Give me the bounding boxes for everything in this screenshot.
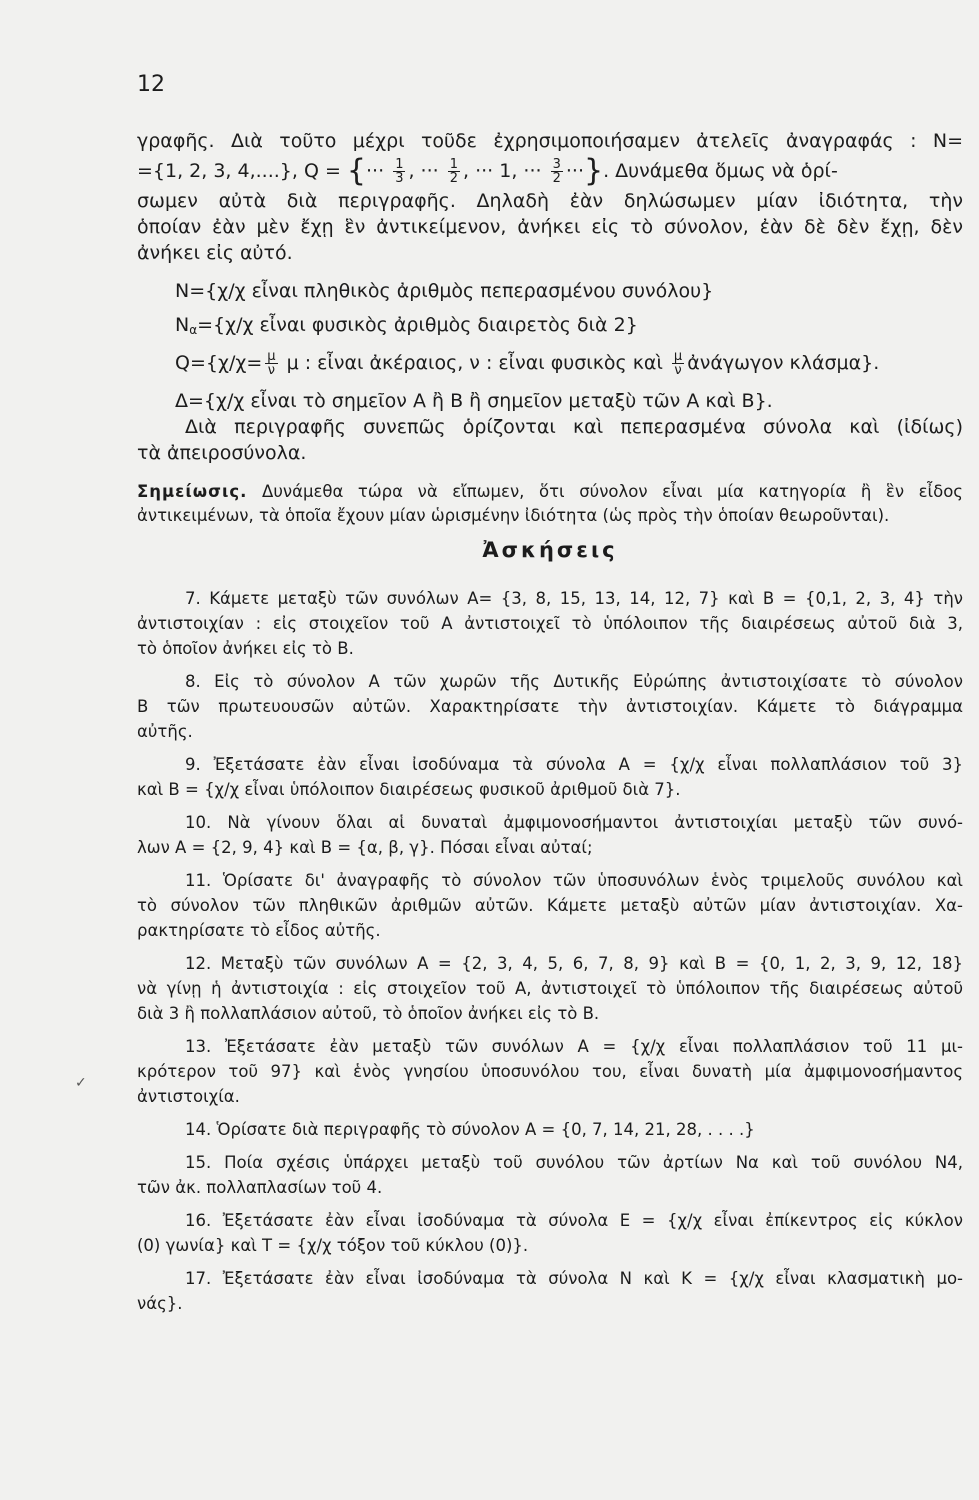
scan-mark: ✓ xyxy=(75,1075,87,1091)
exercise-item xyxy=(137,810,963,860)
section-heading: Ἀσκήσεις xyxy=(482,538,618,562)
exercise-line: ἀντιστοιχίαν : εἰς στοιχεῖον τοῦ Α ἀντιστοιχεῖ τὸ ὑπόλοιπον τῆς διαιρέσεως αὐτοῦ διὰ 3, xyxy=(137,614,963,633)
note-paragraph: ἀντικειμένων, τὰ ὁποῖα ἔχουν μίαν ὡρισμένην ἰδιότητα (ὡς πρὸς τὴν ὁποίαν θεωροῦνται). xyxy=(137,506,890,525)
exercise-item xyxy=(137,1266,963,1316)
exercise-line: 10. Νὰ γίνουν ὅλαι αἱ δυναταὶ ἀμφιμονοσήμαντοι ἀντιστοιχίαι μεταξὺ τῶν συνό- xyxy=(185,813,963,832)
exercise-item xyxy=(137,951,963,1026)
exercise-line: λων Α = {2, 9, 4} καὶ Β = {α, β, γ}. Πόσαι εἶναι αὐταί; xyxy=(137,838,593,857)
definition-N-alpha: $N_\alpha=\{\chi/\chi$ εἶναι φυσικὸς ἀριθμὸς διαιρετὸς διὰ 2} xyxy=(175,314,638,337)
page-number: 12 xyxy=(137,72,165,97)
definition-N: N={χ/χ εἶναι πληθικὸς ἀριθμὸς πεπερασμένου συνόλου} xyxy=(175,280,714,302)
exercise-line: 12. Μεταξὺ τῶν συνόλων Α = {2, 3, 4, 5, 6, 7, 8, 9} καὶ Β = {0, 1, 2, 3, 9, 12, 18} xyxy=(185,954,963,973)
fraction: $\frac{1}{2}$ xyxy=(449,157,458,186)
right-brace: } xyxy=(583,153,604,189)
exercise-line: νὰ γίνῃ ἡ ἀντιστοιχία : εἰς στοιχεῖον τοῦ Α, ἀντιστοιχεῖ τὸ ὑπόλοιπον τῆς διαιρέσεως αὐτοῦ xyxy=(137,979,963,998)
exercise-line: νάς}. xyxy=(137,1294,183,1313)
exercise-line: τὸ ὁποῖον ἀνήκει εἰς τὸ Β. xyxy=(137,639,354,658)
exercise-line: 15. Ποία σχέσις ὑπάρχει μεταξὺ τοῦ συνόλου τῶν ἀρτίων Nα καὶ τοῦ συνόλου N4, xyxy=(185,1153,963,1172)
exercise-line: 11. Ὁρίσατε δι' ἀναγραφῆς τὸ σύνολον τῶν ὑποσυνόλων ἑνὸς τριμελοῦς συνόλου καὶ xyxy=(185,871,963,890)
exercise-item xyxy=(137,868,963,943)
exercise-line: 8. Εἰς τὸ σύνολον Α τῶν χωρῶν τῆς Δυτικῆς Εὐρώπης ἀντιστοιχίσατε τὸ σύνολον xyxy=(185,672,963,691)
text-line: Διὰ περιγραφῆς συνεπῶς ὁρίζονται καὶ πεπερασμένα σύνολα καὶ (ἰδίως) xyxy=(185,416,963,438)
exercise-line: 16. Ἐξετάσατε ἐὰν εἶναι ἰσοδύναμα τὰ σύνολα Ε = {χ/χ εἶναι ἐπίκεντρος εἰς κύκλον xyxy=(185,1211,963,1230)
exercise-line: 13. Ἐξετάσατε ἐὰν μεταξὺ τῶν συνόλων Α = {χ/χ εἶναι πολλαπλάσιον τοῦ 11 μι- xyxy=(185,1037,963,1056)
exercise-line: διὰ 3 ἢ πολλαπλάσιον αὐτοῦ, τὸ ὁποῖον ἀνήκει εἰς τὸ Β. xyxy=(137,1004,600,1023)
exercise-line: 9. Ἐξετάσατε ἐὰν εἶναι ἰσοδύναμα τὰ σύνολα Α = {χ/χ εἶναι πολλαπλάσιον τοῦ 3} xyxy=(185,755,963,774)
text-line: γραφῆς. Διὰ τοῦτο μέχρι τοῦδε ἐχρησιμοποιήσαμεν ἀτελεῖς ἀναγραφάς : N= xyxy=(137,130,963,152)
text-line: τὰ ἀπειροσύνολα. xyxy=(137,442,307,464)
exercise-line: Β τῶν πρωτευουσῶν αὐτῶν. Χαρακτηρίσατε τὴν ἀντιστοιχίαν. Κάμετε τὸ διάγραμμα xyxy=(137,697,963,716)
fraction: $\frac{3}{2}$ xyxy=(552,157,561,186)
exercise-line: ρακτηρίσατε τὸ εἶδος αὐτῆς. xyxy=(137,921,381,940)
exercise-line: τὸ σύνολον τῶν πληθικῶν ἀριθμῶν αὐτῶν. Κάμετε μεταξὺ αὐτῶν μίαν ἀντιστοιχίαν. Χα- xyxy=(137,896,963,915)
exercise-item xyxy=(137,586,963,661)
definition-Delta: Δ={χ/χ εἶναι τὸ σημεῖον Α ἢ Β ἢ σημεῖον μεταξὺ τῶν Α καὶ Β}. xyxy=(175,390,773,412)
page-content xyxy=(137,128,963,1324)
exercise-item xyxy=(137,1208,963,1258)
exercise-item xyxy=(137,1034,963,1109)
exercise-line: 17. Ἐξετάσατε ἐὰν εἶναι ἰσοδύναμα τὰ σύνολα Ν καὶ Κ = {χ/χ εἶναι κλασματικὴ μο- xyxy=(185,1269,963,1288)
note-paragraph: Σημείωσις. Δυνάμεθα τώρα νὰ εἴπωμεν, ὅτι σύνολον εἶναι μία κατηγορία ἢ ἓν εἶδος xyxy=(137,482,963,501)
exercise-line: αὐτῆς. xyxy=(137,722,193,741)
exercise-line: ἀντιστοιχία. xyxy=(137,1087,240,1106)
exercise-list xyxy=(137,586,963,1316)
exercise-line: κρότερον τοῦ 97} καὶ ἑνὸς γνησίου ὑποσυνόλου του, εἶναι δυνατὴ μία ἀμφιμονοσήμαντος xyxy=(137,1062,963,1081)
exercise-item xyxy=(137,1117,963,1142)
exercise-line: τῶν ἀκ. πολλαπλασίων τοῦ 4. xyxy=(137,1178,383,1197)
definition-Q: Q={χ/χ= $\frac{\mu}{\nu}$ μ : εἶναι ἀκέραιος, ν : εἶναι φυσικὸς καὶ $\frac{\mu}{\nu}$ ἀνάγωγον κλάσμα}. xyxy=(175,349,880,378)
exercise-line: (0) γωνία} καὶ Τ = {χ/χ τόξον τοῦ κύκλου (0)}. xyxy=(137,1236,529,1255)
left-brace: { xyxy=(346,153,367,189)
text-line: σωμεν αὐτὰ διὰ περιγραφῆς. Δηλαδὴ ἐὰν δηλώσωμεν μίαν ἰδιότητα, τὴν xyxy=(137,190,963,212)
exercise-line: 7. Κάμετε μεταξὺ τῶν συνόλων Α= {3, 8, 15, 13, 14, 12, 7} καὶ Β = {0,1, 2, 3, 4} τὴν xyxy=(185,589,963,608)
note-label: Σημείωσις. xyxy=(137,482,248,501)
exercise-line: καὶ Β = {χ/χ εἶναι ὑπόλοιπον διαιρέσεως φυσικοῦ ἀριθμοῦ διὰ 7}. xyxy=(137,780,681,799)
exercise-item xyxy=(137,1150,963,1200)
exercise-line: 14. Ὁρίσατε διὰ περιγραφῆς τὸ σύνολον Α = {0, 7, 14, 21, 28, . . . .} xyxy=(185,1120,755,1139)
exercise-item xyxy=(137,669,963,744)
set-definition-line: ={1, 2, 3, 4,....}, Q = {··· $\frac{1}{3}$ , ··· $\frac{1}{2}$ , ··· 1, ··· $\frac{3}{2}$ ···}. Δυνάμεθα ὅμως νὰ ὁρί- xyxy=(137,153,838,189)
fraction: $\frac{1}{3}$ xyxy=(395,157,404,186)
exercise-item xyxy=(137,752,963,802)
text-line: ἀνήκει εἰς αὐτό. xyxy=(137,242,293,264)
text-line: ὁποίαν ἐὰν μὲν ἔχῃ ἓν ἀντικείμενον, ἀνήκει εἰς τὸ σύνολον, ἐὰν δὲ δὲν ἔχῃ, δὲν xyxy=(137,216,963,238)
